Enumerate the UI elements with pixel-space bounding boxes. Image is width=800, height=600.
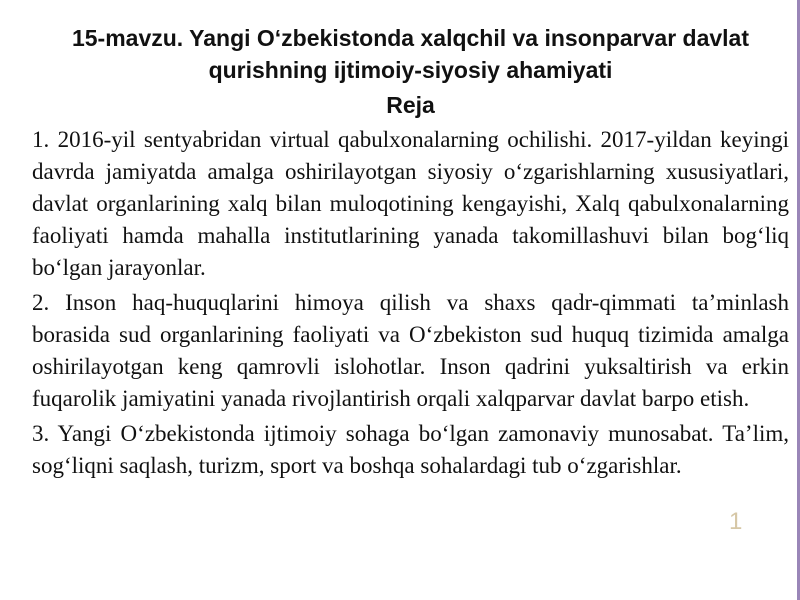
slide-number: 1 (729, 508, 743, 535)
plan-item-3: 3. Yangi O‘zbekistonda ijtimoiy sohaga bo‘lgan zamonaviy munosabat. Ta’lim, sog‘liqni saqlash, turizm, sport va boshqa sohalardagi tub o‘zgarishlar. (32, 421, 789, 478)
slide-content (32, 22, 789, 485)
plan-item-1: 1. 2016-yil sentyabridan virtual qabulxonalarning ochilishi. 2017-yildan keyingi davrda jamiyatda amalga oshirilayotgan siyosiy o‘zgarishlarning xususiyatlari, davlat organlarining xalq bilan muloqotining kengayishi, Xalq qabulxonalarning faoliyati hamda mahalla institutlarining yanada takomillashuvi bilan bog‘liq bo‘lgan jarayonlar. (32, 127, 789, 280)
plan-heading: Reja (386, 92, 435, 118)
slide-title-line-1: 15-mavzu. Yangi O‘zbekistonda xalqchil va insonparvar davlat (71, 25, 750, 51)
slide-title (32, 22, 789, 86)
plan-item-2: 2. Inson haq-huquqlarini himoya qilish va shaxs qadr-qimmati ta’minlash borasida sud organlarining faoliyati va O‘zbekiston sud huquq tizimida amalga oshirilayotgan keng qamrovli islohotlar. Inson qadrini yuksaltirish va erkin fuqarolik jamiyatini yanada rivojlantirish orqali xalqparvar davlat barpo etish. (32, 290, 789, 411)
slide-title-line-2: qurishning ijtimoiy-siyosiy ahamiyati (208, 57, 613, 83)
